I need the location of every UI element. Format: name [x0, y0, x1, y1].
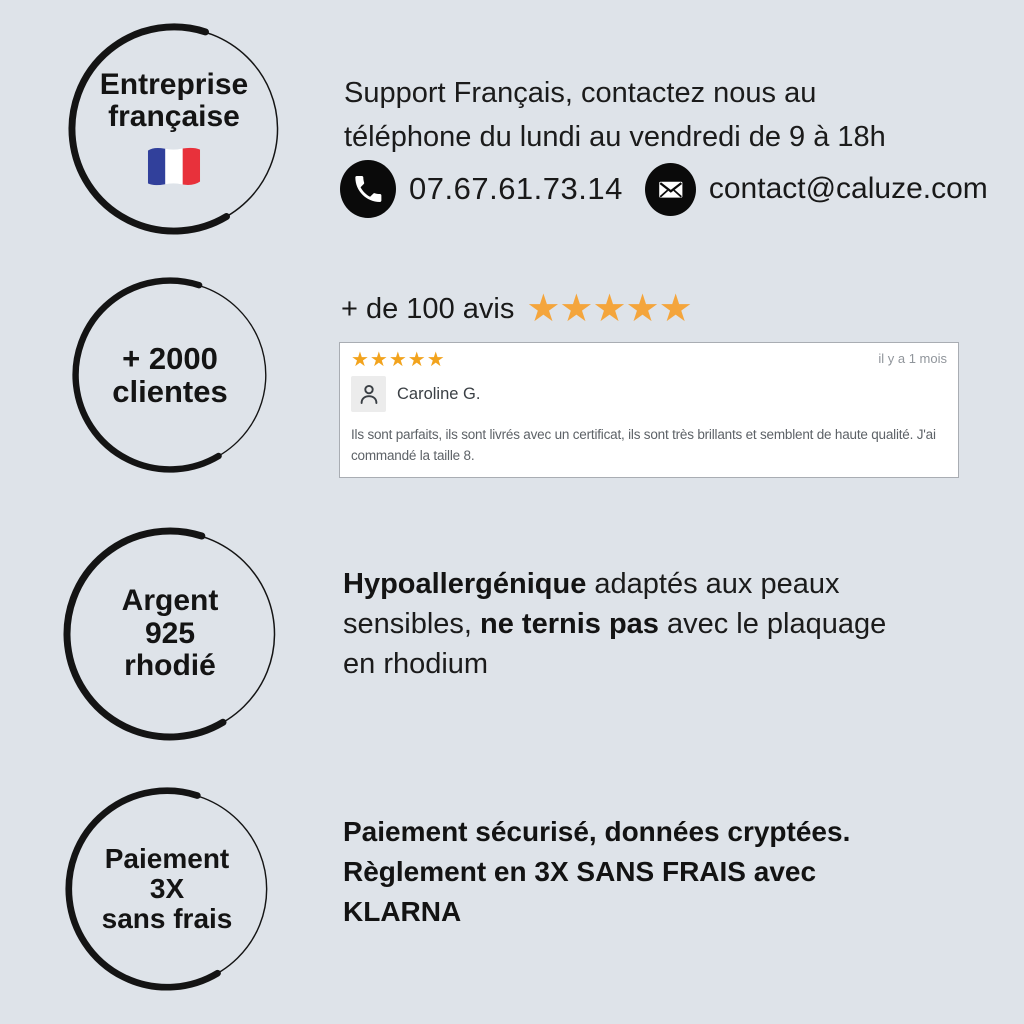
material-description	[343, 564, 921, 684]
badge-title: sans frais	[101, 903, 233, 935]
review-timestamp: il y a 1 mois	[878, 351, 947, 366]
phone-number[interactable]: 07.67.61.73.14	[409, 171, 623, 206]
badge-argent-925	[60, 526, 280, 742]
badge-2000-clientes	[68, 276, 272, 474]
material-text-2: avec le plaquage en rhodium	[343, 608, 887, 681]
payment-description	[343, 812, 953, 932]
review-star-rating-icon: ★★★★★	[351, 349, 446, 371]
support-line-2: téléphone du lundi au vendredi de 9 à 18h	[344, 120, 886, 153]
material-bold-1: Hypoallergénique	[343, 568, 587, 600]
review-body: Ils sont parfaits, ils sont livrés avec un certificat, ils sont très brillants et semblent de haute qualité. J'ai commandé la taille 8.	[351, 427, 936, 463]
badge-title: clientes	[112, 374, 228, 409]
payment-line-3: KLARNA	[343, 896, 462, 928]
email-icon	[645, 163, 696, 216]
contact-row	[340, 158, 988, 220]
french-flag-icon	[145, 145, 203, 189]
review-card	[339, 342, 959, 478]
user-avatar-icon	[351, 376, 386, 412]
badge-title: Paiement	[104, 842, 230, 874]
phone-icon	[340, 160, 396, 218]
payment-line-1: Paiement sécurisé, données cryptées.	[343, 816, 851, 847]
badge-paiement-3x	[62, 786, 272, 992]
material-text-1: adaptés aux peaux sensibles,	[343, 568, 840, 641]
email-address[interactable]: contact@caluze.com	[708, 172, 988, 205]
badge-title: française	[108, 100, 240, 133]
support-line-1: Support Français, contactez nous au	[344, 77, 817, 109]
badge-title: Argent	[121, 584, 219, 618]
review-card-header	[351, 349, 947, 371]
badge-title: 925	[144, 616, 196, 650]
review-author-row	[351, 376, 947, 412]
badge-title: rhodié	[124, 649, 216, 683]
reviews-headline-row	[341, 290, 692, 328]
badge-entreprise-francaise	[66, 22, 282, 236]
material-bold-2: ne ternis pas	[480, 608, 659, 641]
badge-title: 3X	[149, 872, 185, 904]
reviews-headline: + de 100 avis	[341, 292, 515, 325]
review-author-name: Caroline G.	[397, 384, 481, 403]
badge-title: + 2000	[122, 340, 218, 376]
star-rating-icon: ★★★★★	[526, 288, 692, 330]
badge-title: Entreprise	[99, 67, 249, 101]
support-text	[344, 72, 886, 159]
payment-line-2: Règlement en 3X SANS FRAIS avec	[343, 856, 817, 888]
